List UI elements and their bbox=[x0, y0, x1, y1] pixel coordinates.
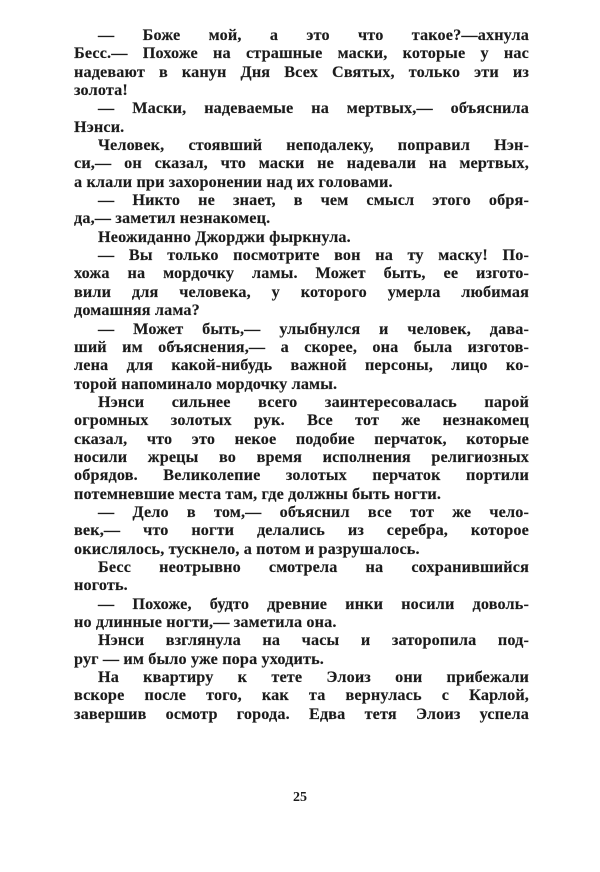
text-line: домашняя лама? bbox=[74, 301, 200, 320]
text-line: а клали при захоронении над их головами. bbox=[74, 172, 393, 191]
text-line: хожа на мордочку ламы. Может быть, ее изгото- bbox=[74, 264, 529, 283]
text-line: руг — им было уже пора уходить. bbox=[74, 649, 324, 668]
text-line: ший им объяснения,— а скорее, она была изготов- bbox=[74, 337, 529, 356]
text-line: — Дело в том,— объяснил все тот же чело- bbox=[98, 502, 529, 521]
text-line: — Может быть,— улыбнулся и человек, дава- bbox=[98, 319, 529, 338]
text-line: — Боже мой, а это что такое?—ахнула bbox=[98, 26, 529, 44]
text-line: обрядов. Великолепие золотых перчаток портили bbox=[74, 466, 529, 485]
text-line: си,— он сказал, что маски не надевали на мертвых, bbox=[74, 154, 529, 173]
text-line: — Вы только посмотрите вон на ту маску! По- bbox=[98, 246, 529, 265]
text-line: На квартиру к тете Элоиз они прибежали bbox=[98, 668, 529, 687]
text-line: — Маски, надеваемые на мертвых,— объяснила bbox=[98, 99, 529, 118]
text-line: огромных золотых рук. Все тот же незнакомец bbox=[74, 411, 529, 430]
text-line: вскоре после того, как та вернулась с Карлой, bbox=[74, 686, 529, 705]
page-body bbox=[74, 26, 529, 723]
text-line: ноготь. bbox=[74, 576, 128, 595]
text-line: век,— что ногти делались из серебра, которое bbox=[74, 521, 529, 540]
text-line: завершив осмотр города. Едва тетя Элоиз успела bbox=[74, 704, 529, 723]
text-line: торой напоминало мордочку ламы. bbox=[74, 374, 338, 393]
text-line: Бесс неотрывно смотрела на сохранившийся bbox=[98, 557, 529, 576]
text-line: золота! bbox=[74, 81, 128, 100]
text-line: носили жрецы во время исполнения религиозных bbox=[74, 447, 529, 466]
text-line: Бесс.— Похоже на страшные маски, которые у нас bbox=[74, 44, 529, 63]
text-line: Неожиданно Джорджи фыркнула. bbox=[98, 227, 351, 246]
text-line: — Похоже, будто древние инки носили доволь- bbox=[98, 594, 529, 613]
text-line: сказал, что это некое подобие перчаток, которые bbox=[74, 429, 529, 448]
text-line: Нэнси сильнее всего заинтересовалась парой bbox=[98, 392, 529, 411]
text-line: но длинные ногти,— заметила она. bbox=[74, 613, 337, 631]
text-line: Нэнси. bbox=[74, 117, 125, 136]
text-line: окислялось, тускнело, а потом и разрушалось. bbox=[74, 539, 420, 558]
text-line: Нэнси взглянула на часы и заторопила под- bbox=[98, 631, 529, 650]
text-line: да,— заметил незнакомец. bbox=[74, 209, 271, 228]
text-line: вили для человека, у которого умерла любимая bbox=[74, 282, 529, 301]
text-line: лена для какой-нибудь важной персоны, лицо ко- bbox=[74, 356, 529, 375]
text-line: — Никто не знает, в чем смысл этого обря- bbox=[98, 191, 529, 210]
text-line: надевают в канун Дня Всех Святых, только эти из bbox=[74, 62, 529, 81]
text-line: потемневшие места там, где должны быть ногти. bbox=[74, 484, 442, 503]
text-line: Человек, стоявший неподалеку, поправил Нэн- bbox=[98, 136, 529, 155]
page-number: 25 bbox=[293, 790, 307, 805]
